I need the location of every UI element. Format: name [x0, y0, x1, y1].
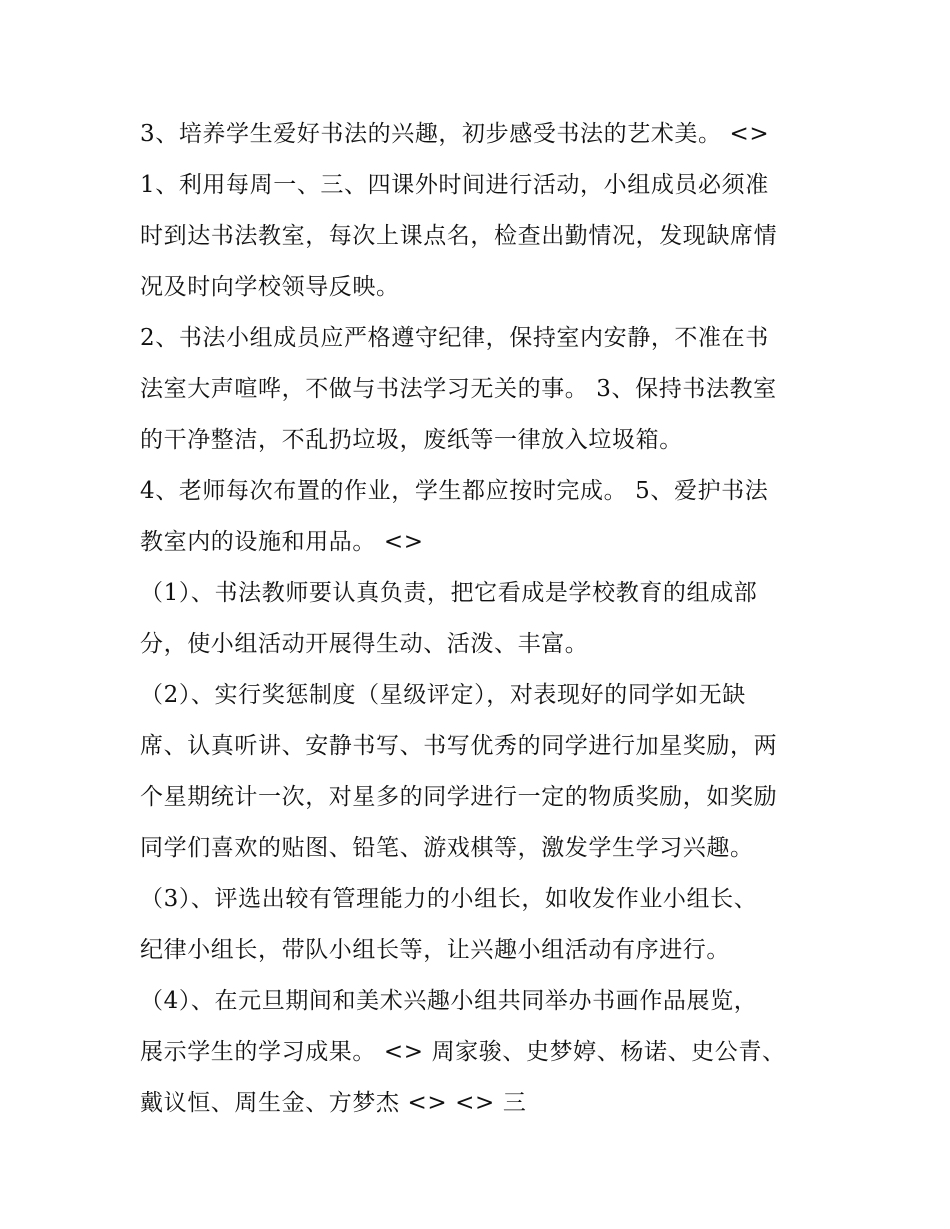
text-line: 席、认真听讲、安静书写、书写优秀的同学进行加星奖励，两: [140, 733, 778, 759]
text-line: （1）、书法教师要认真负责，把它看成是学校教育的组成部: [140, 580, 758, 606]
text-line: 分，使小组活动开展得生动、活泼、丰富。: [140, 631, 589, 657]
text-line: 1、利用每周一、三、四课外时间进行活动，小组成员必须准: [140, 172, 769, 198]
text-line: 法室大声喧哗，不做与书法学习无关的事。 3、保持书法教室: [140, 376, 777, 402]
document-body: [140, 109, 820, 1129]
text-line: 2、书法小组成员应严格遵守纪律，保持室内安静，不准在书: [140, 325, 769, 351]
text-line: 的干净整洁，不乱扔垃圾，废纸等一律放入垃圾箱。: [140, 427, 683, 453]
text-line: 况及时向学校领导反映。: [140, 274, 400, 300]
text-line: 教室内的设施和用品。 <>: [140, 529, 424, 555]
text-line: 4、老师每次布置的作业，学生都应按时完成。 5、爱护书法: [140, 478, 769, 504]
text-line: 展示学生的学习成果。 <> 周家骏、史梦婷、杨诺、史公青、: [140, 1039, 786, 1065]
text-line: 戴议恒、周生金、方梦杰 <> <> 三: [140, 1090, 527, 1116]
text-line: （4）、在元旦期间和美术兴趣小组共同举办书画作品展览，: [140, 988, 758, 1014]
text-line: 纪律小组长，带队小组长等，让兴趣小组活动有序进行。: [140, 937, 730, 963]
text-line: （3）、评选出较有管理能力的小组长，如收发作业小组长、: [140, 886, 758, 912]
text-line: （2）、实行奖惩制度（星级评定），对表现好的同学如无缺: [140, 682, 746, 708]
text-line: 个星期统计一次，对星多的同学进行一定的物质奖励，如奖励: [140, 784, 778, 810]
text-line: 时到达书法教室，每次上课点名，检查出勤情况，发现缺席情: [140, 223, 778, 249]
text-line: 3、培养学生爱好书法的兴趣，初步感受书法的艺术美。 <>: [140, 121, 770, 147]
text-line: 同学们喜欢的贴图、铅笔、游戏棋等，激发学生学习兴趣。: [140, 835, 754, 861]
